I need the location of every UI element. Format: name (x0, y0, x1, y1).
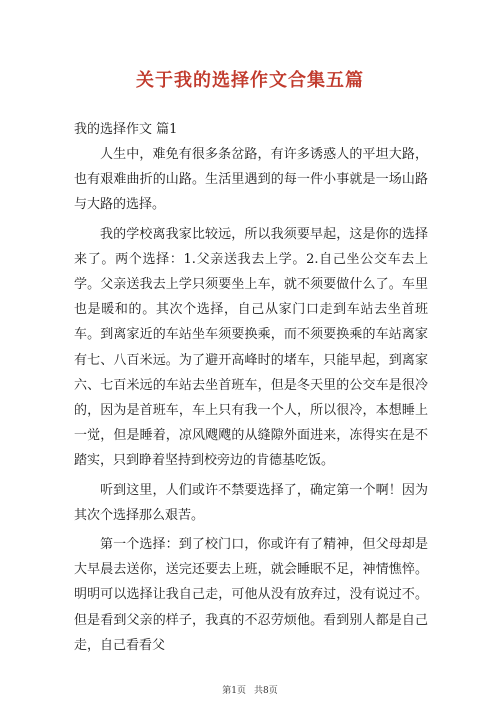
document-title: 关于我的选择作文合集五篇 (136, 70, 364, 91)
paragraph: 第一个选择：到了校门口，你或许有了精神，但父母却是大早晨去送你，送完还要去上班，就会睡眠不足，神情憔悴。明明可以选择让我自己走，可他从没有放弃过，没有说过不。但是看到父亲的样子，我真的不忍劳烦他。看到别人都是自己走，自己看看父 (74, 537, 428, 653)
page-total: 共8页 (254, 686, 278, 696)
paragraph: 听到这里，人们或许不禁要选择了，确定第一个啊！因为其次个选择那么艰苦。 (74, 482, 428, 523)
paragraph: 我的学校离我家比较远，所以我须要早起，这是你的选择来了。两个选择：1.父亲送我去上学。2.自己坐公交车去上学。父亲送我去上学只须要坐上车，就不须要做什么了。车里也是暖和的。其次个选择，自己从家门口走到车站去坐首班车。到离家近的车站坐车须要换乘，而不须要换乘的车站离家有七、八百米远。为了避开高峰时的堵车，只能早起，到离家六、七百米远的车站去坐首班车，但是冬天里的公交车是很冷的，因为是首班车，车上只有我一个人，所以很冷，本想睡上一觉，但是睡着，凉风飕飕的从缝隙外面进来，冻得实在是不踏实，只到睁着坚持到校旁边的肯德基吃饭。 (74, 226, 428, 469)
page-footer (0, 683, 500, 696)
paragraph: 人生中，难免有很多条岔路，有许多诱惑人的平坦大路，也有艰难曲折的山路。生活里遇到的每一件小事就是一场山路与大路的选择。 (74, 147, 428, 213)
section-heading: 我的选择作文 篇1 (74, 122, 178, 137)
page-number: 第1页 (222, 686, 246, 696)
article-body (74, 142, 428, 658)
